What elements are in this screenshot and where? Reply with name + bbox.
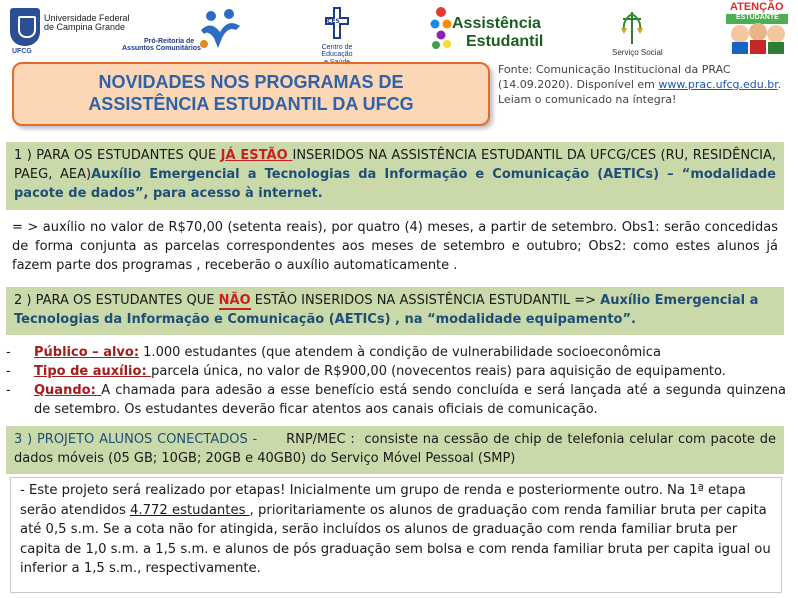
source-note (498, 63, 790, 108)
ufcg-name (44, 14, 130, 33)
ufcg-logo-icon (10, 8, 40, 46)
list-dash: - (6, 383, 11, 398)
section-3-body-post: , prioritariamente os alunos de graduação com renda familiar bruta per capita até 0,5 s.m. Se a cota não for atingida, serão incluídos os alunos de graduação com renda familiar bruta per capita de 1,0 s.m. a 1,5 s.m. e alunos de pós graduação sem bolsa e com renda familiar bruta per capita igual ou inferior a 1,5 s.m., respectivamente. (20, 502, 771, 576)
list-item-text: A chamada para adesão a esse benefício está sendo concluída e será lançada até a segunda quinzena de setembro. Os estudantes deverão ficar atentos aos canais oficiais de comunicação. (34, 383, 786, 417)
estudante-label: ESTUDANTE (736, 14, 779, 21)
source-line2 (498, 78, 790, 93)
list-item-label: Público – alvo: (34, 345, 140, 360)
list-item-text: 1.000 estudantes (que atendem à condição de vulnerabilidade socioeconômica (139, 345, 661, 360)
section-2-highlight: NÃO (218, 293, 251, 308)
section-2-bold: Auxílio Emergencial a Tecnologias da Informação e Comunicação (AETICs) , na “modalidade equipamento”. (14, 293, 759, 327)
list-item (6, 362, 786, 381)
section-3-header (6, 426, 784, 474)
atencao-label: ATENÇÃO (730, 1, 784, 13)
source-line1: Fonte: Comunicação Institucional da PRAC (498, 63, 731, 76)
ufcg-name-line1: Universidade Federal (44, 13, 130, 23)
section-1-bold: Auxílio Emergencial a Tecnologias da Informação e Comunicação (AETICs) – “modalidade pacote de dados”, para acesso à internet. (14, 167, 776, 201)
title-box (12, 62, 490, 126)
ufcg-name-line2: de Campina Grande (44, 22, 126, 33)
section-2-pre: 2 ) PARA OS ESTUDANTES QUE (14, 293, 219, 308)
prac-label-line1: Pró-Reitoria de (144, 38, 195, 45)
section-1-pre: 1 ) PARA OS ESTUDANTES QUE (14, 148, 221, 163)
section-3-title: 3 ) PROJETO ALUNOS CONECTADOS - (14, 432, 258, 447)
section-3-text: RNP/MEC : consiste na cessão de chip de telefonia celular com pacote de dados móveis (05 GB; 10GB; 20GB e 40GB0) do Serviço Móvel Pessoal (SMP) (14, 432, 781, 466)
assistencia-logo-line1: Assistência (452, 15, 541, 32)
section-1-highlight: JÁ ESTÃO (220, 148, 293, 163)
page-title-line2: ASSISTÊNCIA ESTUDANTIL DA UFCG (88, 94, 414, 114)
prac-logo-icon (198, 8, 242, 50)
section-2-header (6, 287, 784, 335)
list-item-label: Quando: (34, 383, 102, 398)
assistencia-icons (430, 6, 452, 50)
assistencia-logo-line2: Estudantil (466, 33, 544, 50)
ufcg-abbr: UFCG (12, 48, 32, 55)
page-title-line1: NOVIDADES NOS PROGRAMAS DE (98, 72, 404, 93)
ces-abbr: CES (327, 18, 340, 25)
ces-label-line1: Centro de Educação (321, 44, 353, 59)
section-1-header (6, 142, 784, 210)
page-title (51, 72, 451, 116)
list-dash: - (6, 345, 11, 360)
servico-social-icon (618, 8, 646, 48)
section-1-body: = > auxílio no valor de R$70,00 (setenta reais), por quatro (4) meses, a partir de setembro. Obs1: serão concedidas de forma conjunta as parcelas correspondentes aos meses de setembro e outubro; Obs2: como estes alunos já fazem parte dos programas , receberão o auxílio automaticamente . (12, 220, 778, 273)
source-line2-post: . (777, 77, 782, 91)
list-item-text: parcela única, no valor de R$900,00 (novecentos reais) para aquisição de equipamento. (151, 364, 726, 379)
list-item-label: Tipo de auxílio: (34, 364, 152, 379)
prac-label-line2: Assuntos Comunitários (122, 45, 201, 53)
prac-label (122, 38, 201, 53)
section-3-body-underlined: 4.772 estudantes (130, 502, 250, 518)
section-3-body-pre: - Este projeto será realizado por etapas! Inicialmente um grupo de renda e posteriormente outro. Na 1ª etapa serão atendidos (20, 483, 746, 518)
list-item (6, 381, 786, 419)
prac-link[interactable]: www.prac.ufcg.edu.br (658, 77, 778, 91)
servico-social-label: Serviço Social (612, 48, 663, 57)
source-line2-pre: (14.09.2020). Disponível em (498, 77, 659, 91)
list-dash: - (6, 364, 11, 379)
source-line3: Leiam o comunicado na íntegra! (498, 92, 677, 106)
section-3-body (20, 481, 774, 579)
section-1-mid: INSERIDOS NA ASSISTÊNCIA ESTUDANTIL DA UFCG/CES (RU, RESIDÊNCIA, PAEG, AEA) (14, 148, 776, 182)
section-2-mid: ESTÃO INSERIDOS NA ASSISTÊNCIA ESTUDANTIL => (250, 293, 601, 308)
list-item (6, 343, 786, 362)
section-2-list (6, 343, 786, 419)
